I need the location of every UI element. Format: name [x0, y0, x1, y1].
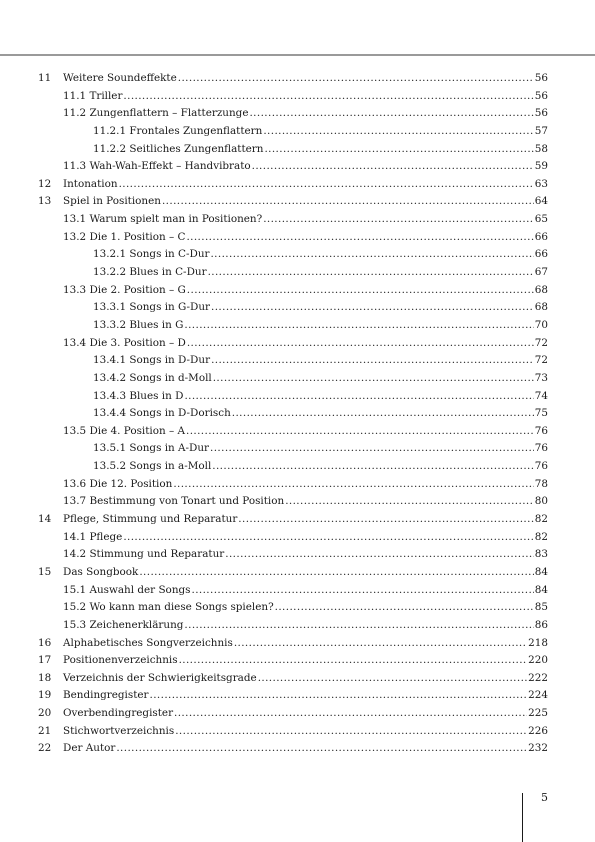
toc-entry-page: 224 [528, 689, 548, 702]
toc-entry-page: 67 [534, 266, 548, 279]
toc-entry[interactable] [38, 740, 548, 758]
toc-entry-line [93, 264, 548, 282]
toc-chapter-number: 11 [38, 72, 52, 84]
toc-chapter-number: 16 [38, 636, 52, 649]
toc-entry[interactable] [38, 458, 548, 476]
toc-entry-page: 222 [528, 671, 548, 684]
toc-entry-line [63, 158, 548, 176]
toc-entry-title: 13.7 Bestimmung von Tonart und Position [63, 495, 285, 508]
toc-entry-page: 83 [534, 548, 548, 561]
toc-entry[interactable] [38, 723, 548, 741]
dot-leader [123, 529, 533, 547]
toc-entry-line [63, 740, 548, 758]
toc-chapter-number: 14 [38, 513, 52, 526]
toc-entry-line [63, 529, 548, 547]
toc-entry[interactable] [38, 246, 548, 264]
toc-chapter-number: 21 [38, 724, 52, 737]
dot-leader [123, 88, 533, 106]
toc-entry-title: 15.1 Auswahl der Songs [63, 583, 191, 596]
toc-entry-line [63, 723, 548, 741]
toc-entry-title: 15.2 Wo kann man diese Songs spielen? [63, 601, 274, 614]
toc-entry[interactable] [38, 546, 548, 564]
dot-leader [208, 264, 534, 282]
toc-entry[interactable] [38, 352, 548, 370]
toc-entry-page: 56 [534, 107, 548, 120]
toc-entry[interactable] [38, 211, 548, 229]
toc-entry-title: 11.2.2 Seitliches Zungenflattern [93, 142, 264, 155]
toc-entry-page: 226 [528, 724, 548, 737]
toc-entry-title: 13.6 Die 12. Position [63, 477, 173, 490]
toc-entry-line [93, 299, 548, 317]
toc-entry-line [63, 423, 548, 441]
toc-entry-page: 72 [534, 354, 548, 367]
toc-entry-page: 63 [534, 177, 548, 190]
toc-entry-page: 59 [534, 160, 548, 173]
toc-entry[interactable] [38, 405, 548, 423]
toc-entry-line [63, 476, 548, 494]
toc-entry-title: 13.5.1 Songs in A-Dur [93, 442, 210, 455]
toc-entry-page: 73 [534, 371, 548, 384]
toc-entry-line [93, 440, 548, 458]
toc-entry[interactable] [38, 282, 548, 300]
table-of-contents [38, 70, 548, 758]
toc-entry[interactable] [38, 493, 548, 511]
toc-entry-page: 66 [534, 248, 548, 261]
toc-entry-line [63, 335, 548, 353]
toc-entry-page: 74 [534, 389, 548, 402]
toc-entry[interactable] [38, 476, 548, 494]
dot-leader [174, 705, 527, 723]
toc-entry-page: 82 [534, 530, 548, 543]
toc-entry-line [63, 635, 548, 653]
toc-entry-line [63, 88, 548, 106]
toc-entry-title: Intonation [63, 177, 118, 190]
toc-entry-page: 64 [534, 195, 548, 208]
toc-entry-line [63, 193, 548, 211]
toc-entry-page: 70 [534, 318, 548, 331]
dot-leader [192, 582, 534, 600]
toc-entry[interactable] [38, 141, 548, 159]
toc-entry-page: 84 [534, 583, 548, 596]
toc-entry-page: 80 [534, 495, 548, 508]
toc-entry-page: 56 [534, 72, 548, 84]
dot-leader [184, 388, 533, 406]
toc-chapter-number: 22 [38, 742, 52, 755]
toc-entry[interactable] [38, 299, 548, 317]
dot-leader [258, 670, 527, 688]
dot-leader [186, 423, 534, 441]
toc-entry[interactable] [38, 388, 548, 406]
toc-entry[interactable] [38, 652, 548, 670]
dot-leader [263, 211, 534, 229]
toc-entry-page: 82 [534, 513, 548, 526]
toc-entry-page: 75 [534, 407, 548, 420]
toc-entry-line [63, 705, 548, 723]
toc-entry-line [93, 352, 548, 370]
toc-entry-line [63, 282, 548, 300]
toc-entry-title: 13.1 Warum spielt man in Positionen? [63, 213, 263, 226]
dot-leader [210, 440, 534, 458]
dot-leader [162, 193, 534, 211]
toc-entry-title: 13.3.1 Songs in G-Dur [93, 301, 211, 314]
toc-entry-title: Spiel in Positionen [63, 195, 161, 208]
toc-entry[interactable] [38, 440, 548, 458]
dot-leader [252, 158, 534, 176]
toc-entry-page: 76 [534, 424, 548, 437]
toc-entry[interactable] [38, 335, 548, 353]
toc-entry-page: 232 [528, 742, 548, 755]
toc-entry-title: 11.2.1 Frontales Zungenflattern [93, 124, 263, 137]
dot-leader [275, 599, 534, 617]
dot-leader [178, 70, 534, 88]
toc-entry[interactable] [38, 423, 548, 441]
toc-entry[interactable] [38, 70, 548, 88]
toc-entry[interactable] [38, 599, 548, 617]
toc-entry-line [63, 229, 548, 247]
toc-entry[interactable] [38, 564, 548, 582]
toc-entry-line [93, 370, 548, 388]
toc-entry-page: 76 [534, 442, 548, 455]
toc-entry-title: Alphabetisches Songverzeichnis [63, 636, 233, 649]
dot-leader [187, 282, 534, 300]
toc-entry-page: 66 [534, 230, 548, 243]
toc-entry[interactable] [38, 617, 548, 635]
footer-rule [522, 793, 523, 842]
toc-entry-title: 13.4.4 Songs in D-Dorisch [93, 407, 231, 420]
toc-entry-title: 11.2 Zungenflattern – Flatterzunge [63, 107, 249, 120]
toc-entry[interactable] [38, 582, 548, 600]
toc-entry-title: Bendingregister [63, 689, 149, 702]
toc-entry-title: 13.4.2 Songs in d-Moll [93, 371, 212, 384]
dot-leader [184, 317, 533, 335]
toc-entry-title: 11.3 Wah-Wah-Effekt – Handvibrato [63, 160, 251, 173]
toc-entry[interactable] [38, 264, 548, 282]
toc-entry-page: 68 [534, 301, 548, 314]
toc-chapter-number: 19 [38, 689, 52, 702]
toc-entry[interactable] [38, 123, 548, 141]
toc-entry-line [63, 617, 548, 635]
dot-leader [213, 370, 534, 388]
toc-entry-page: 72 [534, 336, 548, 349]
dot-leader [186, 229, 533, 247]
header-rule [0, 54, 595, 56]
toc-entry-line [63, 176, 548, 194]
toc-entry[interactable] [38, 705, 548, 723]
toc-entry[interactable] [38, 687, 548, 705]
toc-entry-line [63, 652, 548, 670]
toc-entry[interactable] [38, 529, 548, 547]
dot-leader [249, 105, 533, 123]
toc-entry-line [63, 511, 548, 529]
toc-entry[interactable] [38, 158, 548, 176]
dot-leader [150, 687, 528, 705]
toc-entry[interactable] [38, 670, 548, 688]
dot-leader [285, 493, 534, 511]
toc-entry[interactable] [38, 105, 548, 123]
toc-entry[interactable] [38, 88, 548, 106]
dot-leader [263, 123, 533, 141]
toc-entry-title: 13.2.1 Songs in C-Dur [93, 248, 210, 261]
toc-entry-title: 13.5.2 Songs in a-Moll [93, 460, 212, 473]
toc-entry-line [63, 493, 548, 511]
toc-entry-title: 13.4 Die 3. Position – D [63, 336, 186, 349]
toc-entry[interactable] [38, 193, 548, 211]
toc-entry-page: 57 [534, 124, 548, 137]
toc-entry-title: 11.1 Triller [63, 89, 123, 102]
dot-leader [232, 405, 534, 423]
toc-entry[interactable] [38, 176, 548, 194]
toc-chapter-number: 18 [38, 671, 52, 684]
toc-entry-line [63, 564, 548, 582]
toc-entry-title: 15.3 Zeichenerklärung [63, 618, 184, 631]
dot-leader [210, 246, 533, 264]
toc-entry[interactable] [38, 317, 548, 335]
toc-entry-line [63, 687, 548, 705]
toc-entry-title: 13.2.2 Blues in C-Dur [93, 266, 207, 279]
toc-entry-page: 56 [534, 89, 548, 102]
toc-entry-line [93, 246, 548, 264]
toc-entry[interactable] [38, 370, 548, 388]
dot-leader [212, 458, 533, 476]
toc-entry-page: 85 [534, 601, 548, 614]
toc-chapter-number: 17 [38, 654, 52, 667]
toc-entry-page: 76 [534, 460, 548, 473]
toc-entry[interactable] [38, 229, 548, 247]
page-number: 5 [541, 791, 548, 804]
toc-chapter-number: 12 [38, 177, 52, 190]
toc-entry-page: 225 [528, 707, 548, 720]
toc-entry-line [63, 546, 548, 564]
toc-entry-title: Das Songbook [63, 565, 139, 578]
toc-entry-line [93, 388, 548, 406]
dot-leader [173, 476, 533, 494]
dot-leader [139, 564, 533, 582]
toc-entry[interactable] [38, 511, 548, 529]
toc-entry-page: 78 [534, 477, 548, 490]
toc-entry-line [63, 670, 548, 688]
toc-entry-line [63, 70, 548, 88]
toc-entry-line [63, 211, 548, 229]
dot-leader [116, 740, 527, 758]
toc-entry-page: 220 [528, 654, 548, 667]
toc-entry-title: 14.1 Pflege [63, 530, 123, 543]
toc-entry-title: 13.3 Die 2. Position – G [63, 283, 186, 296]
toc-entry-title: 13.2 Die 1. Position – C [63, 230, 186, 243]
toc-entry-title: Der Autor [63, 742, 116, 755]
dot-leader [264, 141, 533, 159]
toc-entry-title: Pflege, Stimmung und Reparatur [63, 513, 238, 526]
toc-entry-line [63, 105, 548, 123]
toc-entry-line [93, 141, 548, 159]
toc-chapter-number: 13 [38, 195, 52, 208]
toc-entry-line [93, 458, 548, 476]
toc-entry-title: 13.4.1 Songs in D-Dur [93, 354, 211, 367]
toc-entry-page: 65 [534, 213, 548, 226]
dot-leader [238, 511, 533, 529]
toc-entry-line [93, 317, 548, 335]
toc-entry-page: 86 [534, 618, 548, 631]
dot-leader [184, 617, 533, 635]
toc-entry-line [63, 599, 548, 617]
toc-entry-title: Weitere Soundeffekte [63, 72, 177, 84]
toc-chapter-number: 15 [38, 565, 52, 578]
toc-entry-title: Positionenverzeichnis [63, 654, 178, 667]
toc-chapter-number: 20 [38, 707, 52, 720]
toc-entry-title: Stichwortverzeichnis [63, 724, 175, 737]
toc-entry-title: 14.2 Stimmung und Reparatur [63, 548, 225, 561]
toc-entry-line [93, 405, 548, 423]
dot-leader [234, 635, 527, 653]
dot-leader [211, 299, 534, 317]
toc-entry-page: 68 [534, 283, 548, 296]
dot-leader [225, 546, 534, 564]
dot-leader [211, 352, 534, 370]
dot-leader [179, 652, 528, 670]
toc-entry-title: 13.3.2 Blues in G [93, 318, 184, 331]
dot-leader [119, 176, 534, 194]
toc-entry-title: 13.5 Die 4. Position – A [63, 424, 185, 437]
toc-entry-page: 58 [534, 142, 548, 155]
toc-entry[interactable] [38, 635, 548, 653]
dot-leader [187, 335, 534, 353]
toc-entry-title: Verzeichnis der Schwierigkeitsgrade [63, 671, 257, 684]
toc-entry-line [63, 582, 548, 600]
dot-leader [175, 723, 527, 741]
toc-entry-title: Overbendingregister [63, 707, 174, 720]
toc-entry-page: 218 [528, 636, 548, 649]
toc-entry-title: 13.4.3 Blues in D [93, 389, 184, 402]
toc-entry-line [93, 123, 548, 141]
toc-entry-page: 84 [534, 565, 548, 578]
